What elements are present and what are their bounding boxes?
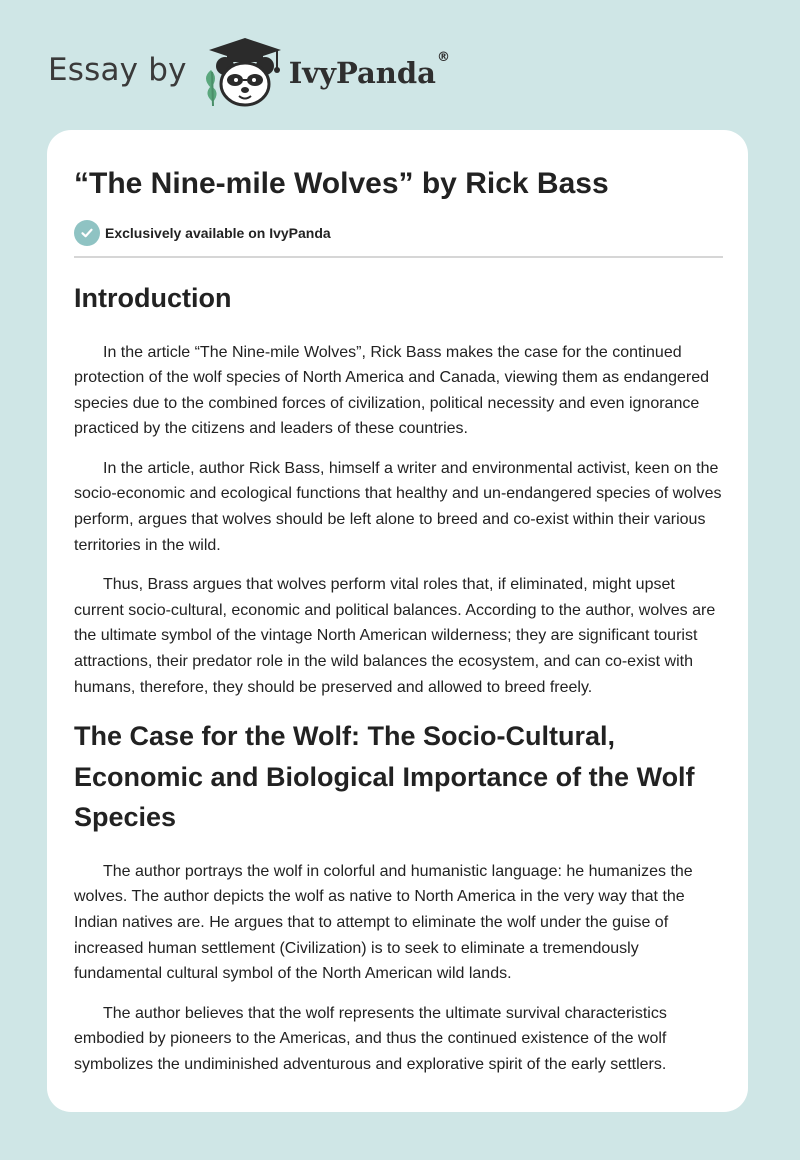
panda-graduate-icon xyxy=(199,34,287,110)
paragraph: In the article, author Rick Bass, himself a writer and environmental activist, keen on the socio-economic and ecological functions that healthy and un-endangered species of wolves perform, argues that wolves should be left alone to breed and co-exist within their various territories in the wild. xyxy=(74,459,722,554)
paragraph: In the article “The Nine-mile Wolves”, Rick Bass makes the case for the continued protection of the wolf species of North America and Canada, viewing them as endangered species due to the combined forces of civilization, political necessity and even ignorance practiced by the citizens and leaders of these countries. xyxy=(74,343,710,438)
exclusive-badge-text: Exclusively available on IvyPanda xyxy=(105,225,331,241)
paragraph: Thus, Brass argues that wolves perform vital roles that, if eliminated, might upset current socio-cultural, economic and political balances. According to the author, wolves are the ultimate symbol of the vintage North American wilderness; they are significant tourist attractions, their predator role in the wild balances the ecosystem, and can co-exist with humans, therefore, they should be preserved and allowed to breed freely. xyxy=(74,576,716,696)
title-divider xyxy=(74,256,723,258)
brand-name: IvyPanda® xyxy=(288,50,450,90)
brand-header xyxy=(48,34,450,110)
paragraph: The author believes that the wolf represents the ultimate survival characteristics embodied by pioneers to the Americas, and thus the continued existence of the wolf symbolizes the undiminished adventurous and explorative spirit of the early settlers. xyxy=(74,1004,667,1073)
essay-card xyxy=(47,130,748,1112)
exclusive-badge xyxy=(74,220,722,246)
brand-prefix: Essay by xyxy=(48,52,187,88)
section-heading: The Case for the Wolf: The Socio-Cultural, Economic and Biological Importance of the Wolf Species xyxy=(74,721,695,833)
section-introduction xyxy=(74,278,722,700)
section-case-for-the-wolf xyxy=(74,716,722,1077)
essay-title: “The Nine-mile Wolves” by Rick Bass xyxy=(74,167,609,200)
paragraph: The author portrays the wolf in colorful and humanistic language: he humanizes the wolves. The author depicts the wolf as native to North America in the very way that the Indian natives are. He argues that to attempt to eliminate the wolf under the guise of increased human settlement (Civilization) is to seek to eliminate a tremendously fundamental cultural symbol of the North American wild lands. xyxy=(74,862,693,983)
registered-mark: ® xyxy=(436,50,450,65)
check-circle-icon xyxy=(74,220,100,246)
section-heading: Introduction xyxy=(74,283,232,313)
